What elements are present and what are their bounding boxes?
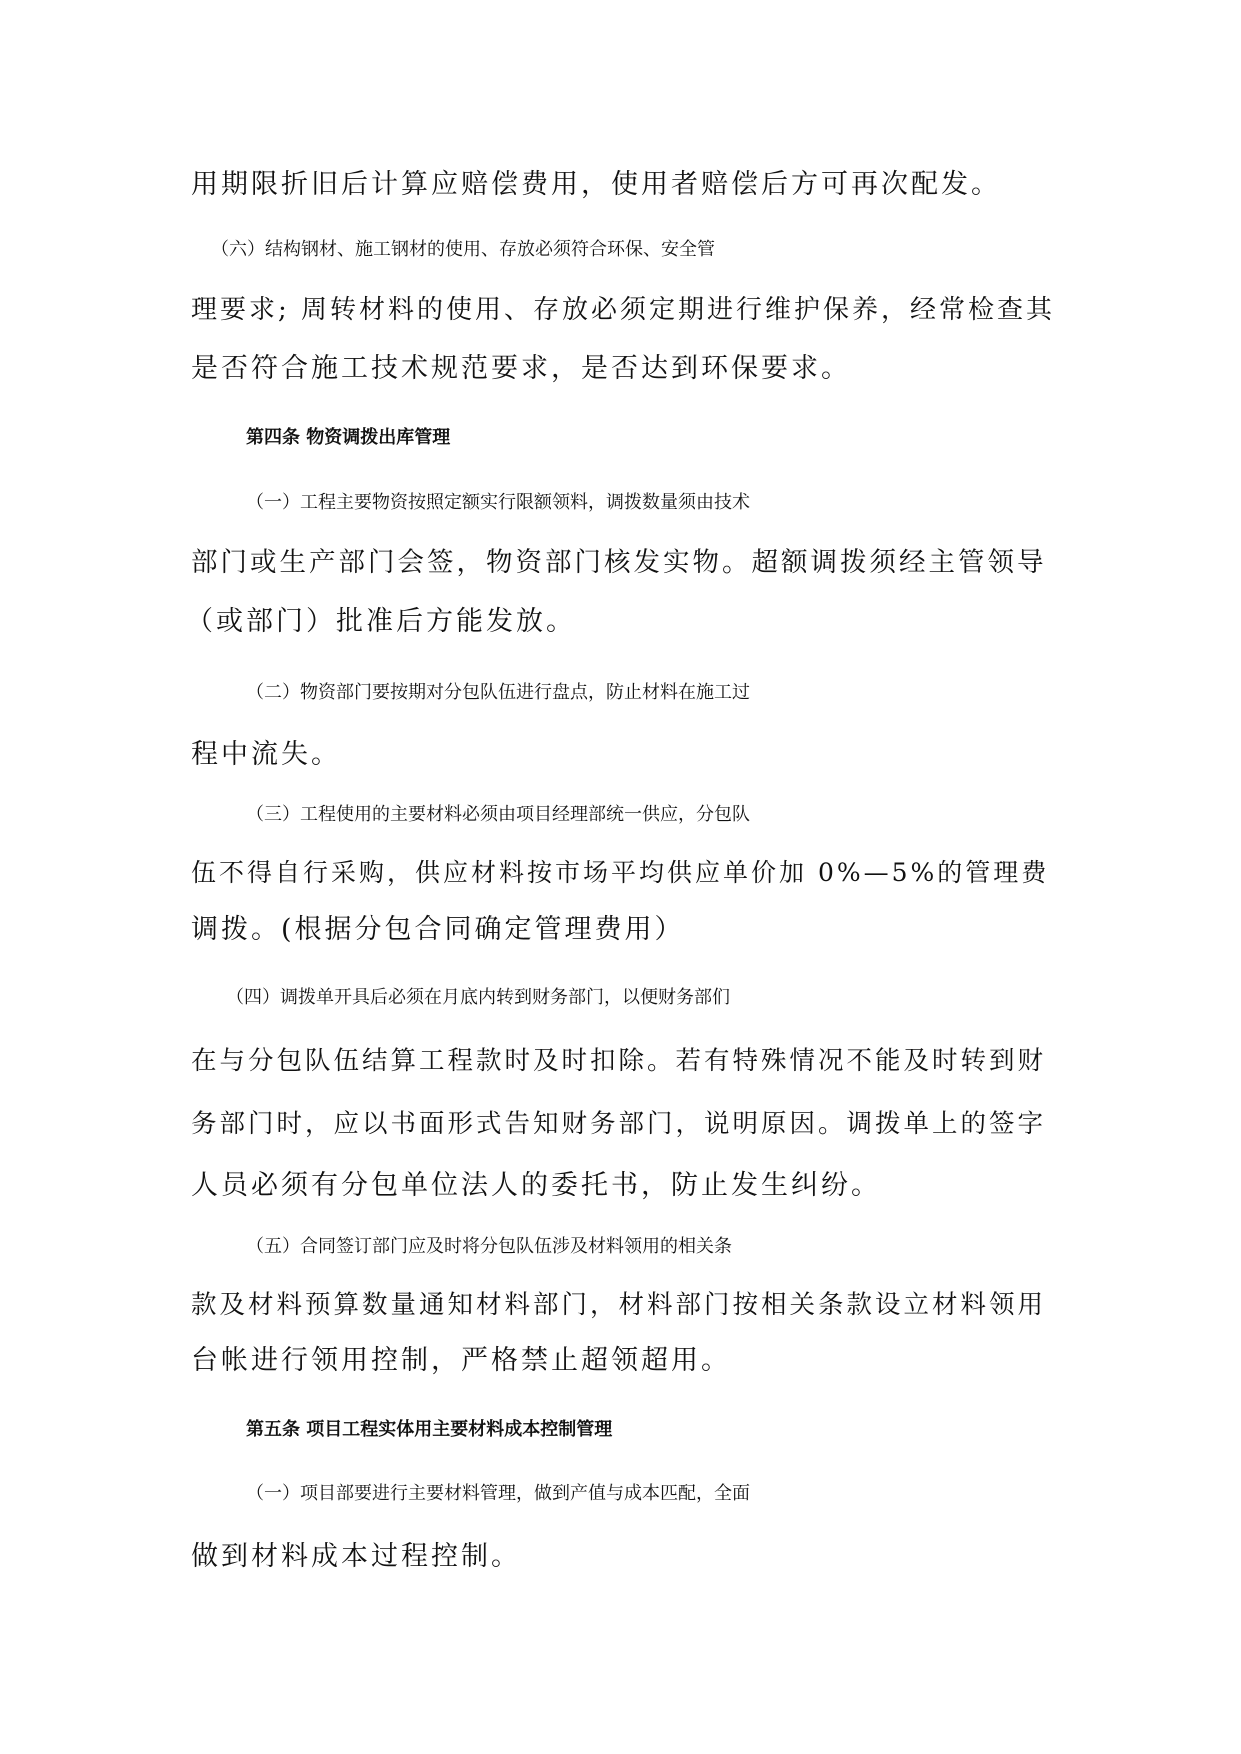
paragraph-line: 款及材料预算数量通知材料部门，材料部门按相关条款设立材料领用 bbox=[191, 1290, 1047, 1320]
paragraph-line: 程中流失。 bbox=[191, 739, 341, 770]
paragraph-line: 在与分包队伍结算工程款时及时扣除。若有特殊情况不能及时转到财 bbox=[191, 1046, 1047, 1076]
paragraph-line: 做到材料成本过程控制。 bbox=[191, 1541, 521, 1572]
paragraph-line: 伍不得自行采购，供应材料按市场平均供应单价加 0%—5%的管理费 bbox=[191, 858, 1050, 887]
paragraph-line: 人员必须有分包单位法人的委托书，防止发生纠纷。 bbox=[191, 1170, 881, 1201]
paragraph-line: 部门或生产部门会签，物资部门核发实物。超额调拨须经主管领导 bbox=[191, 547, 1047, 578]
paragraph-line: 是否符合施工技术规范要求，是否达到环保要求。 bbox=[191, 353, 851, 384]
section-heading: 第四条 物资调拨出库管理 bbox=[246, 427, 451, 448]
paragraph-line: （二）物资部门要按期对分包队伍进行盘点，防止材料在施工过 bbox=[246, 682, 750, 703]
paragraph-line: （三）工程使用的主要材料必须由项目经理部统一供应，分包队 bbox=[246, 804, 750, 825]
paragraph-line: （或部门）批准后方能发放。 bbox=[186, 606, 576, 637]
paragraph-line: 台帐进行领用控制，严格禁止超领超用。 bbox=[191, 1345, 731, 1376]
paragraph-line: （五）合同签订部门应及时将分包队伍涉及材料领用的相关条 bbox=[246, 1236, 732, 1257]
paragraph-line: （六）结构钢材、施工钢材的使用、存放必须符合环保、安全管 bbox=[211, 239, 715, 260]
paragraph-line: 理要求; 周转材料的使用、存放必须定期进行维护保养，经常检查其 bbox=[191, 295, 1056, 325]
paragraph-line: 调拨。(根据分包合同确定管理费用） bbox=[191, 914, 685, 945]
paragraph-line: 用期限折旧后计算应赔偿费用，使用者赔偿后方可再次配发。 bbox=[191, 169, 1001, 200]
paragraph-line: （四）调拨单开具后必须在月底内转到财务部门，以便财务部们 bbox=[226, 987, 730, 1008]
paragraph-line: （一）项目部要进行主要材料管理，做到产值与成本匹配，全面 bbox=[246, 1483, 750, 1504]
paragraph-line: 务部门时，应以书面形式告知财务部门，说明原因。调拨单上的签字 bbox=[191, 1109, 1047, 1139]
section-heading: 第五条 项目工程实体用主要材料成本控制管理 bbox=[246, 1419, 613, 1440]
paragraph-line: （一）工程主要物资按照定额实行限额领料，调拨数量须由技术 bbox=[246, 492, 750, 513]
